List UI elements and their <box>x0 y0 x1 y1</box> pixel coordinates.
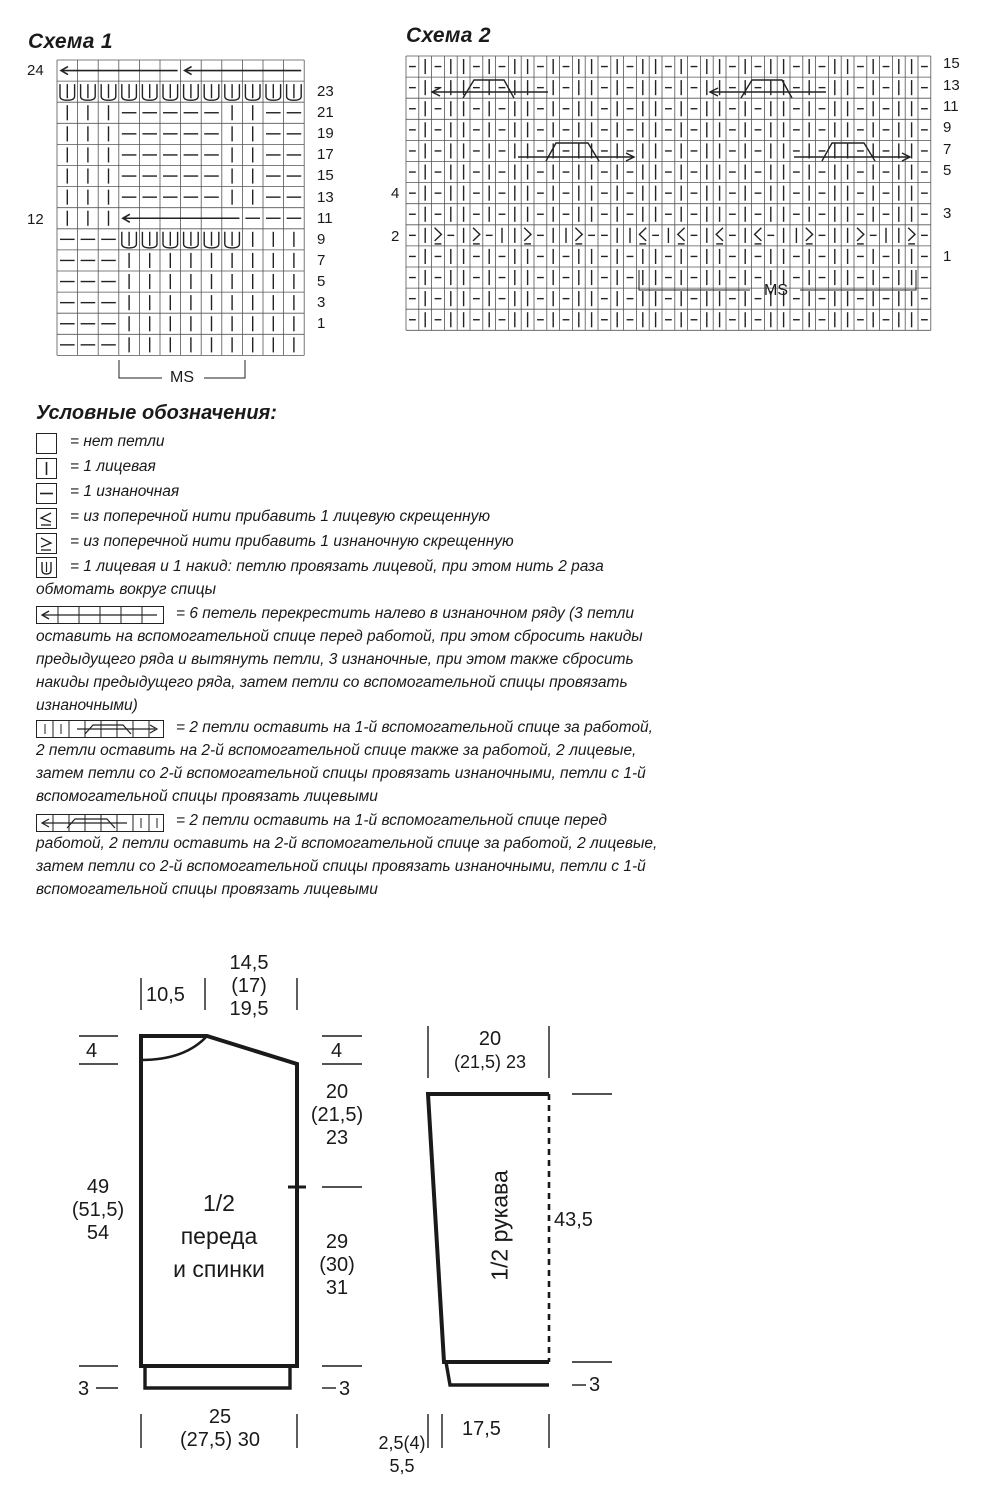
body-piece-label: 1/2 переда и спинки <box>173 1190 265 1282</box>
chart1-row-number: 11 <box>317 209 333 227</box>
sleeve-bottom-width-dim: 17,5 <box>462 1418 501 1440</box>
body-rib-left-dim: 3 <box>78 1378 90 1400</box>
legend-text: затем петли со 2-й вспомогательной спицы провязать изнаночными, петли с 1-й <box>36 765 646 782</box>
chart1-title: Схема 1 <box>28 30 113 53</box>
chart2-row-number: 5 <box>943 162 952 179</box>
chart1-row-number: 23 <box>317 83 334 100</box>
chart1-row-number: 7 <box>317 251 326 269</box>
chart1-row-label-left: 24 <box>27 62 44 79</box>
legend-text: работой, 2 петли оставить на 2-й вспомогательной спице за работой, 2 лицевые, <box>36 835 658 852</box>
chart2-row-number: 11 <box>943 98 959 115</box>
body-rib-right-dim: 3 <box>339 1378 351 1400</box>
legend-title: Условные обозначения: <box>36 402 277 424</box>
sleeve-rib-dim: 3 <box>589 1374 601 1396</box>
body-top-left-dim: 10,5 <box>146 984 185 1006</box>
chart2-row-number: 13 <box>943 77 960 94</box>
sleeve-top-width-dim: 20 (21,5) 23 <box>453 1028 527 1072</box>
legend-text: вспомогательной спицы провязать лицевыми <box>36 788 378 805</box>
legend-text: = из поперечной нити прибавить 1 лицевую скрещенную <box>70 508 491 525</box>
chart2-row-number: 7 <box>943 141 952 158</box>
chart1-row-number: 17 <box>317 146 334 164</box>
chart2-row-label-left: 4 <box>391 185 400 202</box>
legend-text: оставить на вспомогательной спице перед работой, при этом сбросить накиды <box>36 628 643 645</box>
chart2-row-number: 15 <box>943 55 960 72</box>
legend-text: = из поперечной нити прибавить 1 изнаночную скрещенную <box>70 533 514 550</box>
legend-text: = 1 изнаночная <box>70 483 180 500</box>
body-side-dim: 29 (30) 31 <box>319 1231 355 1299</box>
legend-text: = 2 петли оставить на 1-й вспомогательной спице за работой, <box>176 719 653 736</box>
chart2-row-number: 3 <box>943 205 952 222</box>
legend-text: = 1 лицевая <box>70 458 156 475</box>
body-shoulder-dim: 4 <box>331 1040 343 1062</box>
legend-text: = нет петли <box>70 433 165 450</box>
legend-text: = 1 лицевая и 1 накид: петлю провязать лицевой, при этом нить 2 раза <box>70 558 604 575</box>
sleeve-piece-label: 1/2 рукава <box>486 1170 513 1281</box>
legend-text: вспомогательной спицы провязать лицевыми <box>36 881 378 898</box>
legend-text: изнаночными) <box>36 697 138 714</box>
legend-text: затем петли со 2-й вспомогательной спицы провязать изнаночными, петли с 1-й <box>36 858 646 875</box>
chart2-row-label-left: 2 <box>391 228 400 245</box>
chart1-row-number: 1 <box>317 315 326 333</box>
chart1-row-number: 3 <box>317 294 326 311</box>
legend-text: предыдущего ряда и вытянуть петли, 3 изнаночные, при этом также сбросить <box>36 651 634 668</box>
body-neck-width-dim: 14,5 (17) 19,5 <box>229 952 269 1020</box>
chart1-row-number: 5 <box>317 272 326 290</box>
legend-text: = 6 петель перекрестить налево в изнаночном ряду (3 петли <box>176 605 635 622</box>
chart1-row-label-left: 12 <box>27 211 44 228</box>
chart1-row-number: 19 <box>317 125 334 143</box>
legend-text: обмотать вокруг спицы <box>36 581 216 598</box>
chart1-row-number: 9 <box>317 230 326 248</box>
legend-text: накиды предыдущего ряда, затем петли со вспомогательной спицы провязать <box>36 674 628 691</box>
chart2-row-number: 9 <box>943 119 952 136</box>
chart2-row-number: 1 <box>943 248 952 265</box>
legend-text: = 2 петли оставить на 1-й вспомогательной спице перед <box>176 812 607 829</box>
chart1-row-number: 15 <box>317 167 334 185</box>
chart2-title: Схема 2 <box>406 24 491 47</box>
body-length-dim: 49 (51,5) 54 <box>71 1176 125 1244</box>
legend-text: 2 петли оставить на 2-й вспомогательной спице также за работой, 2 лицевые, <box>36 742 637 759</box>
sleeve-length-dim: 43,5 <box>554 1209 593 1231</box>
chart1-row-number: 13 <box>317 188 334 206</box>
body-bottom-width-dim: 25 (27,5) 30 <box>179 1406 261 1451</box>
sleeve-cuff-dim: 2,5(4) 5,5 <box>378 1433 426 1476</box>
body-armhole-dim: 20 (21,5) 23 <box>310 1081 364 1149</box>
chart1-ms-label: MS <box>170 369 194 386</box>
chart2-ms-label: MS <box>764 282 788 299</box>
chart1-row-number: 21 <box>317 104 334 122</box>
body-neck-depth-dim: 4 <box>86 1040 98 1062</box>
